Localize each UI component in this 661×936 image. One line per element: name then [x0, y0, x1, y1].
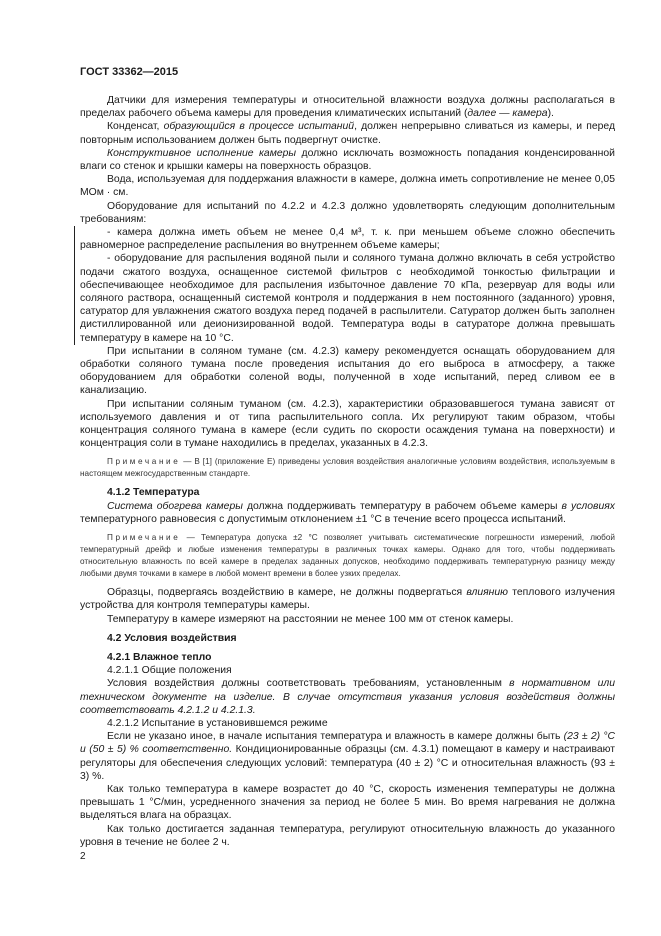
- italic-text: образующийся в процессе испытаний: [163, 121, 355, 133]
- text-run: — В [1] (приложение Е) приведены условия воздействия аналогичные условиям воздействия, используемым в настоящем межгосударственным стандарте.: [80, 457, 615, 479]
- italic-text: Конструктивное исполнение камеры: [107, 147, 297, 159]
- text-run: — Температура допуска ±2 °С позволяет учитывать систематические погрешности измерений, любой температурный дрейф и любые изменения температуры в различных точках камеры. Однако для того, чтобы поддерживать относительную влажность по всей камере в пределах заданных допусков, необходимо поддерживать температурную разницу между любыми двумя точками в камере в любой момент времени в более узких пределах.: [80, 533, 615, 579]
- section-heading: [80, 632, 615, 645]
- text-run: Образцы, подвергаясь воздействию в камере, не должны подвергаться: [107, 587, 467, 599]
- italic-text: в условиях: [561, 500, 616, 512]
- text-run: При испытании соляным туманом (см. 4.2.3), характеристики образовавшегося тумана зависят от используемого давления и от типа распылительного сопла. Их регулируют таким образом, чтобы концентрация соляного тумана в камере (если судить по скорости осаждения тумана на поверхности) и концентрация соли в тумане находились в пределах, указанных в 4.2.3.: [80, 398, 615, 450]
- text-run: 4.2.1.1 Общие положения: [107, 665, 232, 677]
- italic-text: Система обогрева камеры: [107, 500, 243, 512]
- page-number: 2: [80, 851, 86, 862]
- text-run: температурного равновесия с допустимым отклонением ±1 °С в течение всего процесса испытаний.: [80, 513, 566, 525]
- text-run: 4.2.1 Влажное тепло: [107, 651, 212, 663]
- italic-text: в нормативном или техническом документе на изделие. В случае отсутствия указания условия воздействия должны соответствовать 4.2.1.2 и 4.2.1.3.: [80, 678, 615, 716]
- text-run: Примечание: [107, 533, 181, 543]
- text-run: Кондиционированные образцы (см. 4.3.1) помещают в камеру и настраивают регуляторы для обеспечения следующих условий: температура (40 ± 2) °С и относительная влажность (93 ± 3) %.: [80, 744, 615, 782]
- text-run: Если не указано иное, в начале испытания температура и влажность в камере должны быть: [107, 731, 564, 743]
- text-run: должно исключать возможность попадания конденсированной влаги со стенок и крышки камеры на поверхность образцов.: [80, 147, 615, 173]
- paragraph: [80, 147, 615, 173]
- text-run: При испытании в соляном тумане (см. 4.2.3) камеру рекомендуется оснащать оборудованием для обработки соляного тумана после проведения испытания до его выброса в атмосферу, а также оборудованием для обработки соленой воды, полученной в ходе испытаний, перед сливом ее в канализацию.: [80, 345, 615, 397]
- section-heading: [80, 486, 615, 499]
- paragraph: [80, 730, 615, 783]
- note-paragraph: [80, 532, 615, 580]
- text-run: Датчики для измерения температуры и относительной влажности воздуха должны располагаться в пределах рабочего объема камеры для проведения климатических испытаний (: [80, 95, 615, 120]
- note-paragraph: [80, 456, 615, 480]
- text-run: - оборудование для распыления водяной пыли и соляного тумана должно включать в себя устройство подачи сжатого воздуха, оснащенное системой фильтров с необходимой тонкостью фильтрации и обеспечивающее необходимое для распыления избыточное давление 70 кПа, резервуар для воды или соляного раствора, оснащенный системой контроля и поддержания в нем постоянного (заданного) уровня, сатуратор для увлажнения сжатого воздуха перед подачей в распылители. Сатуратор должен быть заполнен дистиллированной или деионизированной водой. Температура воды в сатураторе должна превышать температуру в камере на 10 °С.: [80, 253, 615, 344]
- text-run: 4.1.2 Температура: [107, 487, 200, 499]
- paragraph: [80, 200, 615, 226]
- paragraph: [80, 94, 615, 120]
- paragraph: [80, 398, 615, 451]
- text-run: Как только достигается заданная температура, регулируют относительную влажность до указанного уровня в течение не более 2 ч.: [80, 823, 615, 848]
- text-run: Конденсат,: [107, 121, 164, 133]
- paragraph: [80, 613, 615, 626]
- paragraph: [74, 226, 615, 252]
- paragraph: [80, 677, 615, 717]
- text-run: Температуру в камере измеряют на расстоянии не менее 100 мм от стенок камеры.: [107, 613, 514, 625]
- paragraph: [80, 500, 615, 526]
- paragraph: [80, 586, 615, 612]
- text-run: теплового излучения устройства для контроля температуры камеры.: [80, 587, 615, 612]
- text-run: 4.2 Условия воздействия: [107, 632, 237, 644]
- subsection-heading: [80, 717, 615, 730]
- paragraph: [74, 252, 615, 344]
- subsection-heading: [80, 664, 615, 677]
- text-run: Оборудование для испытаний по 4.2.2 и 4.2.3 должно удовлетворять следующим дополнительным требованиям:: [80, 200, 615, 225]
- paragraph: [80, 345, 615, 398]
- paragraph: [80, 783, 615, 823]
- italic-text: (23 ± 2) °С и (50 ± 5) % соответственно.: [80, 731, 615, 756]
- paragraph: [80, 173, 615, 199]
- text-run: 4.2.1.2 Испытание в установившемся режиме: [107, 717, 328, 729]
- text-run: ).: [547, 108, 554, 120]
- document-body: [80, 94, 615, 849]
- text-run: Как только температура в камере возрастет до 40 °С, скорость изменения температуры не должна превышать 1 °С/мин, усредненного значения за период не более 5 мин. Во время нагревания не должна выделяться влага на образцах.: [80, 783, 615, 822]
- italic-text: влиянию: [466, 587, 508, 599]
- paragraph: [80, 120, 615, 146]
- document-header: ГОСТ 33362—2015: [80, 66, 179, 78]
- section-heading: [80, 651, 615, 664]
- text-run: Вода, используемая для поддержания влажности в камере, должна иметь сопротивление не менее 0,05 МОм · см.: [80, 174, 615, 199]
- text-run: Условия воздействия должны соответствовать требованиям, установленным: [107, 678, 510, 690]
- text-run: - камера должна иметь объем не менее 0,4 м³, т. к. при меньшем объеме сложно обеспечить равномерное распределение распыления во внутреннем объеме камеры;: [80, 227, 615, 252]
- text-run: Примечание: [107, 457, 181, 467]
- text-run: , должен непрерывно сливаться из камеры, и перед повторным использованием должен быть подвергнут очистке.: [80, 121, 616, 146]
- text-run: должна поддерживать температуру в рабочем объеме камеры: [242, 500, 562, 512]
- paragraph: [80, 823, 615, 849]
- italic-text: далее — камера: [467, 108, 548, 120]
